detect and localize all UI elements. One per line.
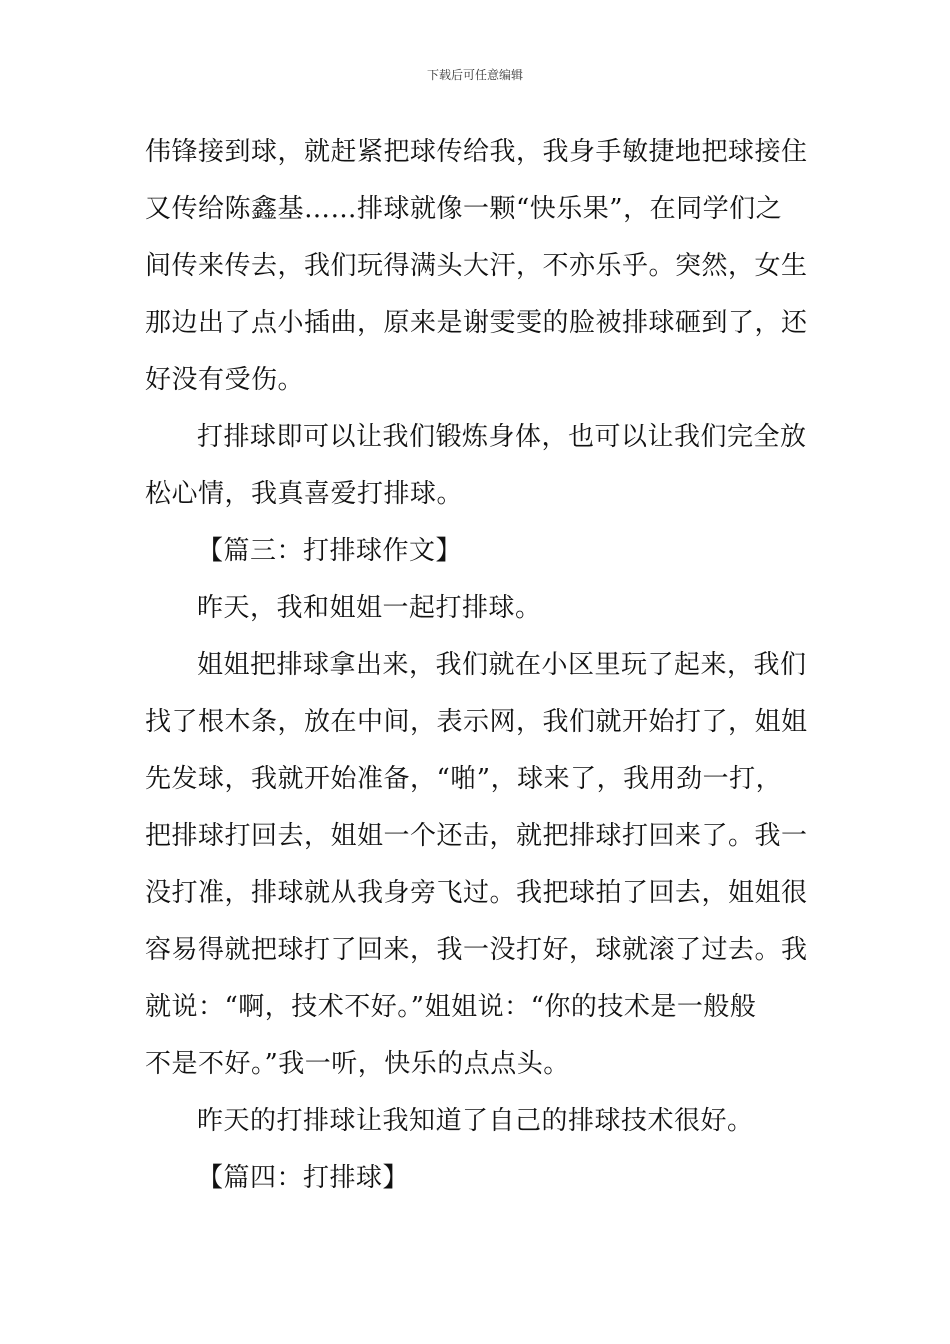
text-line: 间传来传去，我们玩得满头大汗，不亦乐乎。突然，女生 xyxy=(145,251,808,281)
text-line: 先发球，我就开始准备，“啪”，球来了，我用劲一打， xyxy=(145,764,783,794)
text-line: 没打准，排球就从我身旁飞过。我把球拍了回去，姐姐很 xyxy=(145,878,808,908)
text-line: 那边出了点小插曲，原来是谢雯雯的脸被排球砸到了，还 xyxy=(145,308,808,338)
text-line: 就说：“啊，技术不好。”姐姐说：“你的技术是一般般 xyxy=(145,992,757,1022)
text-line: 伟锋接到球，就赶紧把球传给我，我身手敏捷地把球接住 xyxy=(145,137,808,167)
text-line: 又传给陈鑫基……排球就像一颗“快乐果”，在同学们之 xyxy=(145,194,783,224)
text-line: 找了根木条，放在中间，表示网，我们就开始打了，姐姐 xyxy=(145,707,808,737)
text-line: 姐姐把排球拿出来，我们就在小区里玩了起来，我们 xyxy=(197,650,807,680)
text-line: 松心情，我真喜爱打排球。 xyxy=(145,479,464,509)
text-line: 容易得就把球打了回来，我一没打好，球就滚了过去。我 xyxy=(145,935,808,965)
page-header: 下载后可任意编辑 xyxy=(426,68,523,82)
text-line: 好没有受伤。 xyxy=(145,365,305,395)
text-line: 昨天，我和姐姐一起打排球。 xyxy=(197,593,542,623)
text-line: 昨天的打排球让我知道了自己的排球技术很好。 xyxy=(197,1106,754,1136)
section-heading: 【篇四：打排球】 xyxy=(197,1163,410,1193)
text-line: 把排球打回去，姐姐一个还击，就把排球打回来了。我一 xyxy=(145,821,808,851)
text-line: 不是不好。”我一听，快乐的点点头。 xyxy=(145,1049,570,1079)
section-heading: 【篇三：打排球作文】 xyxy=(197,536,463,566)
text-line: 打排球即可以让我们锻炼身体，也可以让我们完全放 xyxy=(197,422,807,452)
